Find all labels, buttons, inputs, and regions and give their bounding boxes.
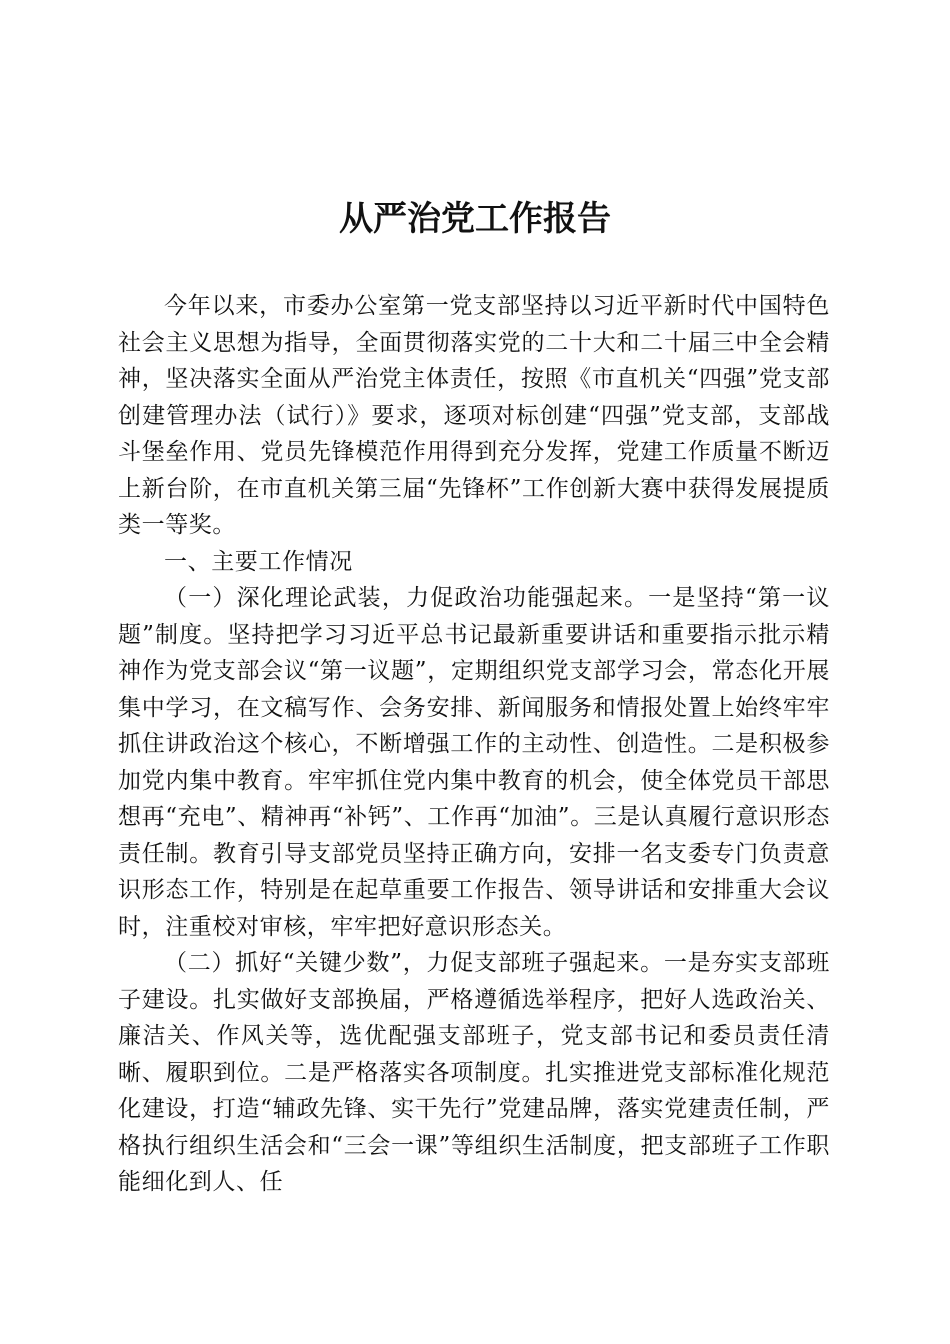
subsection-paragraph-1: （一）深化理论武装，力促政治功能强起来。一是坚持“第一议题”制度。坚持把学习习近平总书记最新重要讲话和重要指示批示精神作为党支部会议“第一议题”，定期组织党支部学习会，常态化开展集中学习，在文稿写作、会务安排、新闻服务和情报处置上始终牢牢抓住讲政治这个核心，不断增强工作的主动性、创造性。二是积极参加党内集中教育。牢牢抓住党内集中教育的机会，使全体党员干部思想再“充电”、精神再“补钙”、工作再“加油”。三是认真履行意识形态责任制。教育引导支部党员坚持正确方向，安排一名支委专门负责意识形态工作，特别是在起草重要工作报告、领导讲话和安排重大会议时，注重校对审核，牢牢把好意识形态关。 xyxy=(118,585,830,940)
document-body xyxy=(118,288,830,1201)
intro-paragraph: 今年以来，市委办公室第一党支部坚持以习近平新时代中国特色社会主义思想为指导，全面贯彻落实党的二十大和二十届三中全会精神，坚决落实全面从严治党主体责任，按照《市直机关“四强”党支部创建管理办法（试行）》要求，逐项对标创建“四强”党支部，支部战斗堡垒作用、党员先锋模范作用得到充分发挥，党建工作质量不断迈上新台阶，在市直机关第三届“先锋杯”工作创新大赛中获得发展提质类一等奖。 xyxy=(118,293,830,538)
document-title: 从严治党工作报告 xyxy=(339,199,611,239)
subsection-paragraph-2: （二）抓好“关键少数”，力促支部班子强起来。一是夯实支部班子建设。扎实做好支部换届，严格遵循选举程序，把好人选政治关、廉洁关、作风关等，选优配强支部班子，党支部书记和委员责任清晰、履职到位。二是严格落实各项制度。扎实推进党支部标准化规范化建设，打造“辅政先锋、实干先行”党建品牌，落实党建责任制，严格执行组织生活会和“三会一课”等组织生活制度，把支部班子工作职能细化到人、任 xyxy=(118,950,830,1195)
section-heading: 一、主要工作情况 xyxy=(164,548,353,575)
